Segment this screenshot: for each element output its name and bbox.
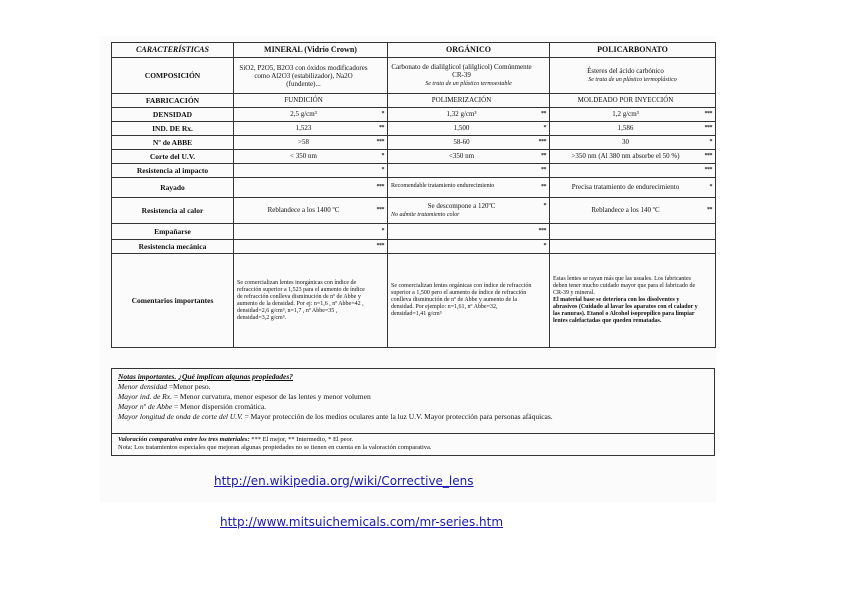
cell-policarbonato xyxy=(550,94,716,108)
cell-value: < 350 nm xyxy=(290,152,317,160)
row-label: Nº de ABBE xyxy=(112,136,234,150)
cell-mineral xyxy=(234,150,388,164)
cell-note: No admite tratamiento color xyxy=(391,212,460,218)
table-row xyxy=(112,254,716,348)
cell-value: 1,500 xyxy=(453,124,470,132)
cell-value: 1,586 xyxy=(617,124,634,132)
cell-value: FUNDICIÓN xyxy=(284,96,323,104)
rating-stars: *** xyxy=(538,228,546,234)
notes-line: Menor densidad =Menor peso. xyxy=(118,382,211,391)
table-row xyxy=(112,150,716,164)
cell-mineral xyxy=(234,164,388,178)
cell-mineral xyxy=(234,178,388,198)
cell-organico xyxy=(388,164,550,178)
mitsui-chemicals-link[interactable]: http://www.mitsuichemicals.com/mr-series.htm xyxy=(220,515,504,529)
rating-stars: * xyxy=(543,203,546,209)
cell-value: 58-60 xyxy=(453,138,470,146)
cell-value: 2,5 g/cm³ xyxy=(290,110,317,118)
rating-stars: * xyxy=(709,184,712,190)
cell-value: >58 xyxy=(298,138,309,146)
rating-stars: * xyxy=(543,243,546,249)
rating-stars: ** xyxy=(541,111,546,117)
rating-legend xyxy=(111,434,715,456)
cell-note: Se trata de un plástico termoestable xyxy=(425,81,512,87)
cell-policarbonato xyxy=(550,240,716,254)
notes-line: Mayor longitud de onda de corte del U.V. = Mayor protección de los medios oculares ante la luz U.V. Mayor protección para personas afáquicas. xyxy=(118,412,553,421)
important-notes xyxy=(111,368,715,434)
rating-stars: *** xyxy=(704,153,712,159)
table-row xyxy=(112,240,716,254)
cell-policarbonato xyxy=(550,150,716,164)
cell-mineral xyxy=(234,94,388,108)
row-label: IND. DE Rx. xyxy=(112,122,234,136)
cell-value: MOLDEADO POR INYECCIÓN xyxy=(577,96,674,104)
notes-line: Mayor ind. de Rx. = Menor curvatura, menor espesor de las lentes y menor volumen xyxy=(118,392,371,401)
row-label: Corte del U.V. xyxy=(112,150,234,164)
cell-organico xyxy=(388,254,550,348)
cell-mineral xyxy=(234,254,388,348)
cell-note: Se trata de un plástico termoplástico xyxy=(588,77,677,83)
cell-policarbonato xyxy=(550,58,716,94)
cell-note: El material base se deteriora con los disolventes y abrasivos (Cuidado al lavar los aparatos con el calador y las ranuras). Etanol o Alcohol isopropílico para limpiar lentes calefactadas que queden rematadas. xyxy=(553,297,698,324)
rating-stars: *** xyxy=(704,167,712,173)
cell-value: 30 xyxy=(622,138,629,146)
cell-organico xyxy=(388,240,550,254)
table-row xyxy=(112,108,716,122)
header-organico: ORGÁNICO xyxy=(388,43,550,58)
cell-policarbonato xyxy=(550,254,716,348)
cell-organico xyxy=(388,224,550,240)
row-label: DENSIDAD xyxy=(112,108,234,122)
rating-stars: * xyxy=(543,125,546,131)
cell-policarbonato xyxy=(550,224,716,240)
cell-mineral xyxy=(234,224,388,240)
cell-mineral xyxy=(234,136,388,150)
header-mineral: MINERAL (Vidrio Crown) xyxy=(234,43,388,58)
row-label: Rayado xyxy=(112,178,234,198)
cell-policarbonato xyxy=(550,108,716,122)
cell-policarbonato xyxy=(550,198,716,224)
table-row xyxy=(112,136,716,150)
header-caracteristicas: CARACTERÍSTICAS xyxy=(112,43,234,58)
header-policarbonato: POLICARBONATO xyxy=(550,43,716,58)
cell-value: Estas lentes se rayan más que las usuales. Los fabricantes deben tener mucho cuidado mayor que para el fabricado de CR-39 y mineral. xyxy=(553,276,696,296)
cell-mineral xyxy=(234,58,388,94)
row-label: Resistencia mecánica xyxy=(112,240,234,254)
wikipedia-link[interactable]: http://en.wikipedia.org/wiki/Corrective_lens xyxy=(214,474,474,488)
table-row xyxy=(112,122,716,136)
cell-value: <350 nm xyxy=(448,152,475,160)
rating-stars: *** xyxy=(704,125,712,131)
table-row xyxy=(112,224,716,240)
cell-value: Carbonato de dialilglicol (alilglicol) Comúnmente CR-39 xyxy=(391,63,532,79)
cell-value: Se descompone a 120ºC xyxy=(427,202,496,210)
cell-value: 1,523 xyxy=(295,124,312,132)
cell-value: Ésteres del ácido carbónico xyxy=(587,67,664,75)
table-row xyxy=(112,94,716,108)
cell-mineral xyxy=(234,108,388,122)
notes-title: Notas importantes. ¿Qué implican algunas propiedades? xyxy=(118,372,294,381)
lens-materials-table xyxy=(111,42,716,348)
cell-value: Reblandece a los 140 ºC xyxy=(591,206,660,214)
rating-stars: *** xyxy=(376,207,384,213)
row-label: COMPOSICIÓN xyxy=(112,58,234,94)
rating-stars: * xyxy=(381,153,384,159)
legend-line: Valoración comparativa entre los tres materiales: *** El mejor, ** Intermedio, * El peor. xyxy=(118,436,354,443)
cell-value: Precisa tratamiento de endurecimiento xyxy=(571,183,680,191)
row-label: Empañarse xyxy=(112,224,234,240)
cell-mineral xyxy=(234,198,388,224)
cell-policarbonato xyxy=(550,178,716,198)
cell-organico xyxy=(388,94,550,108)
cell-mineral xyxy=(234,240,388,254)
table-row xyxy=(112,198,716,224)
notes-line: Mayor nº de Abbe = Menor dispersión cromática. xyxy=(118,402,267,411)
table-row xyxy=(112,164,716,178)
cell-organico xyxy=(388,150,550,164)
rating-stars: ** xyxy=(541,153,546,159)
rating-stars: *** xyxy=(376,139,384,145)
cell-value: 1,32 g/cm³ xyxy=(446,110,477,118)
cell-organico xyxy=(388,108,550,122)
row-label: Comentarios importantes xyxy=(112,254,234,348)
row-label: Resistencia al impacto xyxy=(112,164,234,178)
rating-stars: *** xyxy=(376,184,384,190)
rating-stars: *** xyxy=(376,243,384,249)
rating-stars: ** xyxy=(379,125,384,131)
cell-organico xyxy=(388,122,550,136)
cell-value: Se comercializan lentes orgánicas con índice de refracción superior a 1,500 pero el aumento de índice de refracción conlleva disminución de nº de Abbe y aumento de la densidad. Por ejemplo: n=1,61, nº Abbe=32, densidad=1,41 g/cm³ xyxy=(391,283,532,317)
cell-policarbonato xyxy=(550,136,716,150)
table-row xyxy=(112,58,716,94)
cell-value: Se comercializan lentes inorgánicas con índice de refracción superior a 1,523 para el aumento de índice de refracción conlleva disminución de nº de Abbe y aumento de la densidad. Por ej: n=1,6 , nº Abbe=42 , densidad=2,6 g/cm³, n=1,7 , nº Abbe=35 , densidad=3,2 g/cm³. xyxy=(237,279,365,321)
rating-stars: ** xyxy=(541,167,546,173)
rating-stars: *** xyxy=(704,111,712,117)
cell-value: >350 nm (Al 380 nm absorbe el 50 %) xyxy=(571,152,680,160)
rating-stars: * xyxy=(709,139,712,145)
cell-value: 1,2 g/cm³ xyxy=(612,110,639,118)
rating-stars: ** xyxy=(541,184,546,190)
cell-value: SiO2, P2O5, B2O3 con óxidos modificadores como Al2O3 (estabilizador), Na2O (fundente)... xyxy=(239,63,368,88)
cell-mineral xyxy=(234,122,388,136)
rating-stars: *** xyxy=(538,139,546,145)
cell-value: POLIMERIZACIÓN xyxy=(431,96,492,104)
cell-policarbonato xyxy=(550,164,716,178)
table-row xyxy=(112,178,716,198)
cell-organico xyxy=(388,198,550,224)
row-label: Resistencia al calor xyxy=(112,198,234,224)
cell-value: Recomendable tratamiento endurecimiento xyxy=(391,183,495,189)
legend-note: Nota: Los tratamientos especiales que mejoran algunas propiedades no se tienen en cuenta en la valoración comparativa. xyxy=(118,444,432,451)
cell-value: Reblandece a los 1400 ºC xyxy=(267,206,340,214)
cell-organico xyxy=(388,178,550,198)
rating-stars: * xyxy=(381,167,384,173)
cell-organico xyxy=(388,136,550,150)
row-label: FABRICACIÓN xyxy=(112,94,234,108)
cell-policarbonato xyxy=(550,122,716,136)
table-header-row xyxy=(112,43,716,58)
cell-organico xyxy=(388,58,550,94)
rating-stars: * xyxy=(381,228,384,234)
rating-stars: * xyxy=(381,111,384,117)
rating-stars: ** xyxy=(707,207,712,213)
